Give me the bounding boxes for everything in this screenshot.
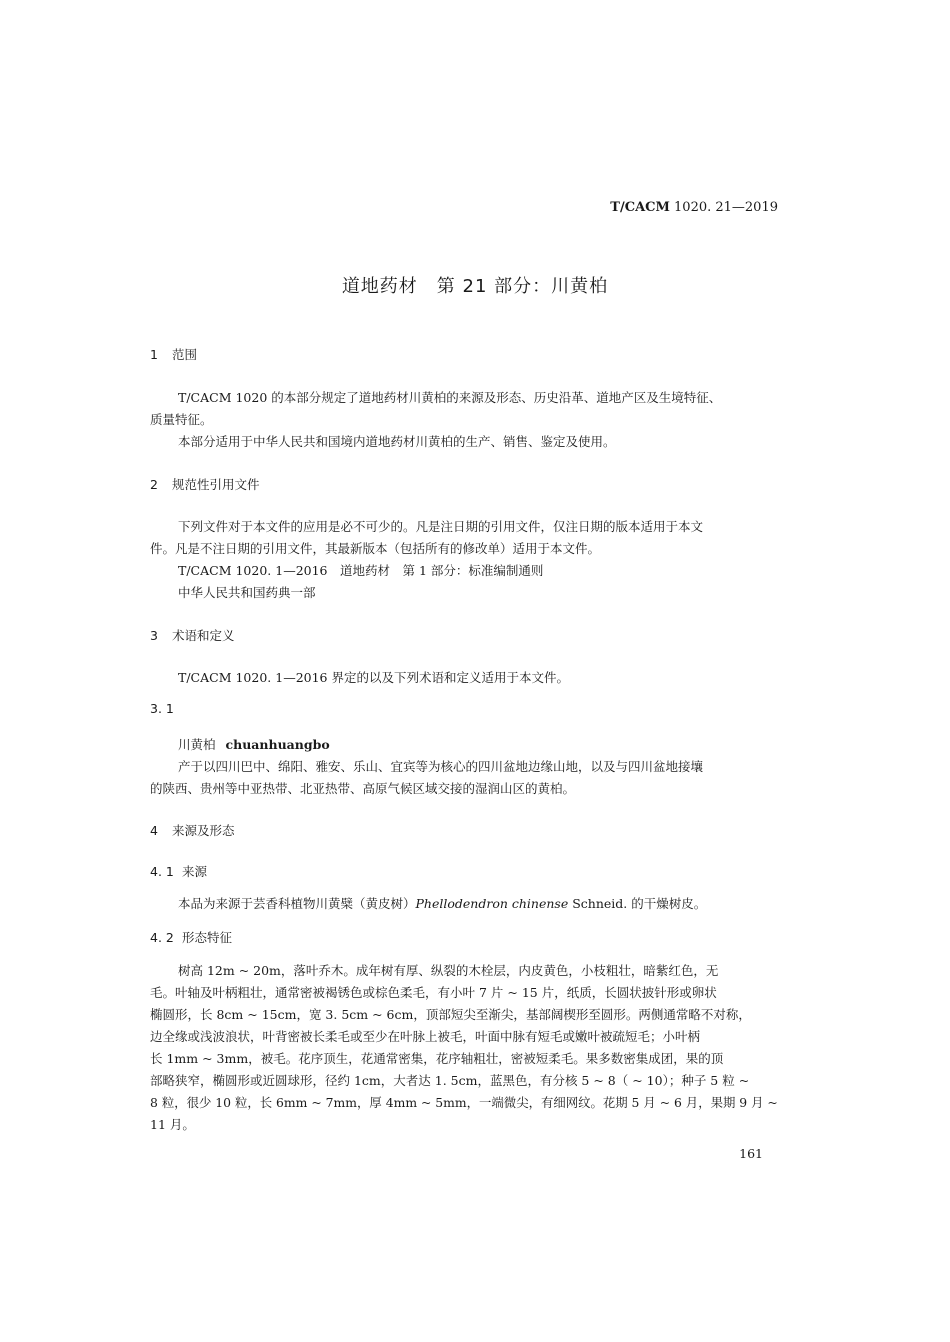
- s41-line-1: 本品为来源于芸香科植物川黄檗（黄皮树）Phellodendron chinense Schneid. 的干燥树皮。: [178, 896, 707, 911]
- section-4-2-heading: 4. 2 形态特征: [150, 930, 233, 945]
- s42-line-8: 11 月。: [150, 1117, 195, 1132]
- s42-line-5: 长 1mm ~ 3mm，被毛。花序顶生，花通常密集，花序轴粗壮，密被短柔毛。果多数密集成团，果的顶: [150, 1051, 724, 1066]
- standard-number: T/CACM 1020. 21—2019: [610, 200, 778, 215]
- term-cn: 川黄柏: [178, 737, 216, 752]
- term-entry: [178, 735, 330, 753]
- s2-line-3: T/CACM 1020. 1—2016 道地药材 第 1 部分：标准编制通则: [178, 563, 544, 578]
- document-title: 道地药材 第 21 部分：川黄柏: [341, 276, 609, 297]
- latin-name: Phellodendron chinense: [415, 896, 569, 911]
- section-2-heading: 2 规范性引用文件: [150, 477, 260, 492]
- s42-line-1: 树高 12m ~ 20m，落叶乔木。成年树有厚、纵裂的木栓层，内皮黄色，小枝粗壮，暗紫红色，无: [178, 963, 719, 978]
- s1-line-1: T/CACM 1020 的本部分规定了道地药材川黄柏的来源及形态、历史沿革、道地产区及生境特征、: [178, 390, 722, 405]
- term-en: chuanhuangbo: [225, 737, 330, 752]
- section-1-heading: 1 范围: [150, 347, 198, 362]
- s42-line-3: 椭圆形，长 8cm ~ 15cm，宽 3. 5cm ~ 6cm，顶部短尖至渐尖，基部阔楔形至圆形。两侧通常略不对称，: [150, 1007, 751, 1022]
- s1-line-2: 质量特征。: [150, 412, 213, 427]
- s3-def-line-2: 的陕西、贵州等中亚热带、北亚热带、高原气候区域交接的湿润山区的黄柏。: [150, 781, 576, 796]
- s42-line-4: 边全缘或浅波浪状，叶背密被长柔毛或至少在叶脉上被毛，叶面中脉有短毛或嫩叶被疏短毛；小叶柄: [150, 1029, 701, 1044]
- s3-line-1: T/CACM 1020. 1—2016 界定的以及下列术语和定义适用于本文件。: [178, 670, 569, 685]
- s1-line-3: 本部分适用于中华人民共和国境内道地药材川黄柏的生产、销售、鉴定及使用。: [178, 434, 616, 449]
- page-number: 161: [739, 1146, 763, 1161]
- s42-line-6: 部略狭窄，椭圆形或近圆球形，径约 1cm，大者达 1. 5cm，蓝黑色，有分核 5 ~ 8（ ~ 10）；种子 5 粒 ~: [150, 1073, 750, 1088]
- s2-line-2: 件。凡是不注日期的引用文件，其最新版本（包括所有的修改单）适用于本文件。: [150, 541, 601, 556]
- section-3-heading: 3 术语和定义: [150, 628, 235, 643]
- s42-line-7: 8 粒，很少 10 粒，长 6mm ~ 7mm，厚 4mm ~ 5mm，一端微尖，有细网纹。花期 5 月 ~ 6 月，果期 9 月 ~: [150, 1095, 778, 1110]
- s2-line-1: 下列文件对于本文件的应用是必不可少的。凡是注日期的引用文件，仅注日期的版本适用于本文: [178, 519, 704, 534]
- s42-line-2: 毛。叶轴及叶柄粗壮，通常密被褐锈色或棕色柔毛，有小叶 7 片 ~ 15 片，纸质，长圆状披针形或卵状: [150, 985, 717, 1000]
- section-4-heading: 4 来源及形态: [150, 823, 235, 838]
- s2-line-4: 中华人民共和国药典一部: [178, 585, 316, 600]
- section-3-1-number: 3. 1: [150, 701, 174, 716]
- s3-def-line-1: 产于以四川巴中、绵阳、雅安、乐山、宜宾等为核心的四川盆地边缘山地，以及与四川盆地接壤: [178, 759, 704, 774]
- section-4-1-heading: 4. 1 来源: [150, 864, 208, 879]
